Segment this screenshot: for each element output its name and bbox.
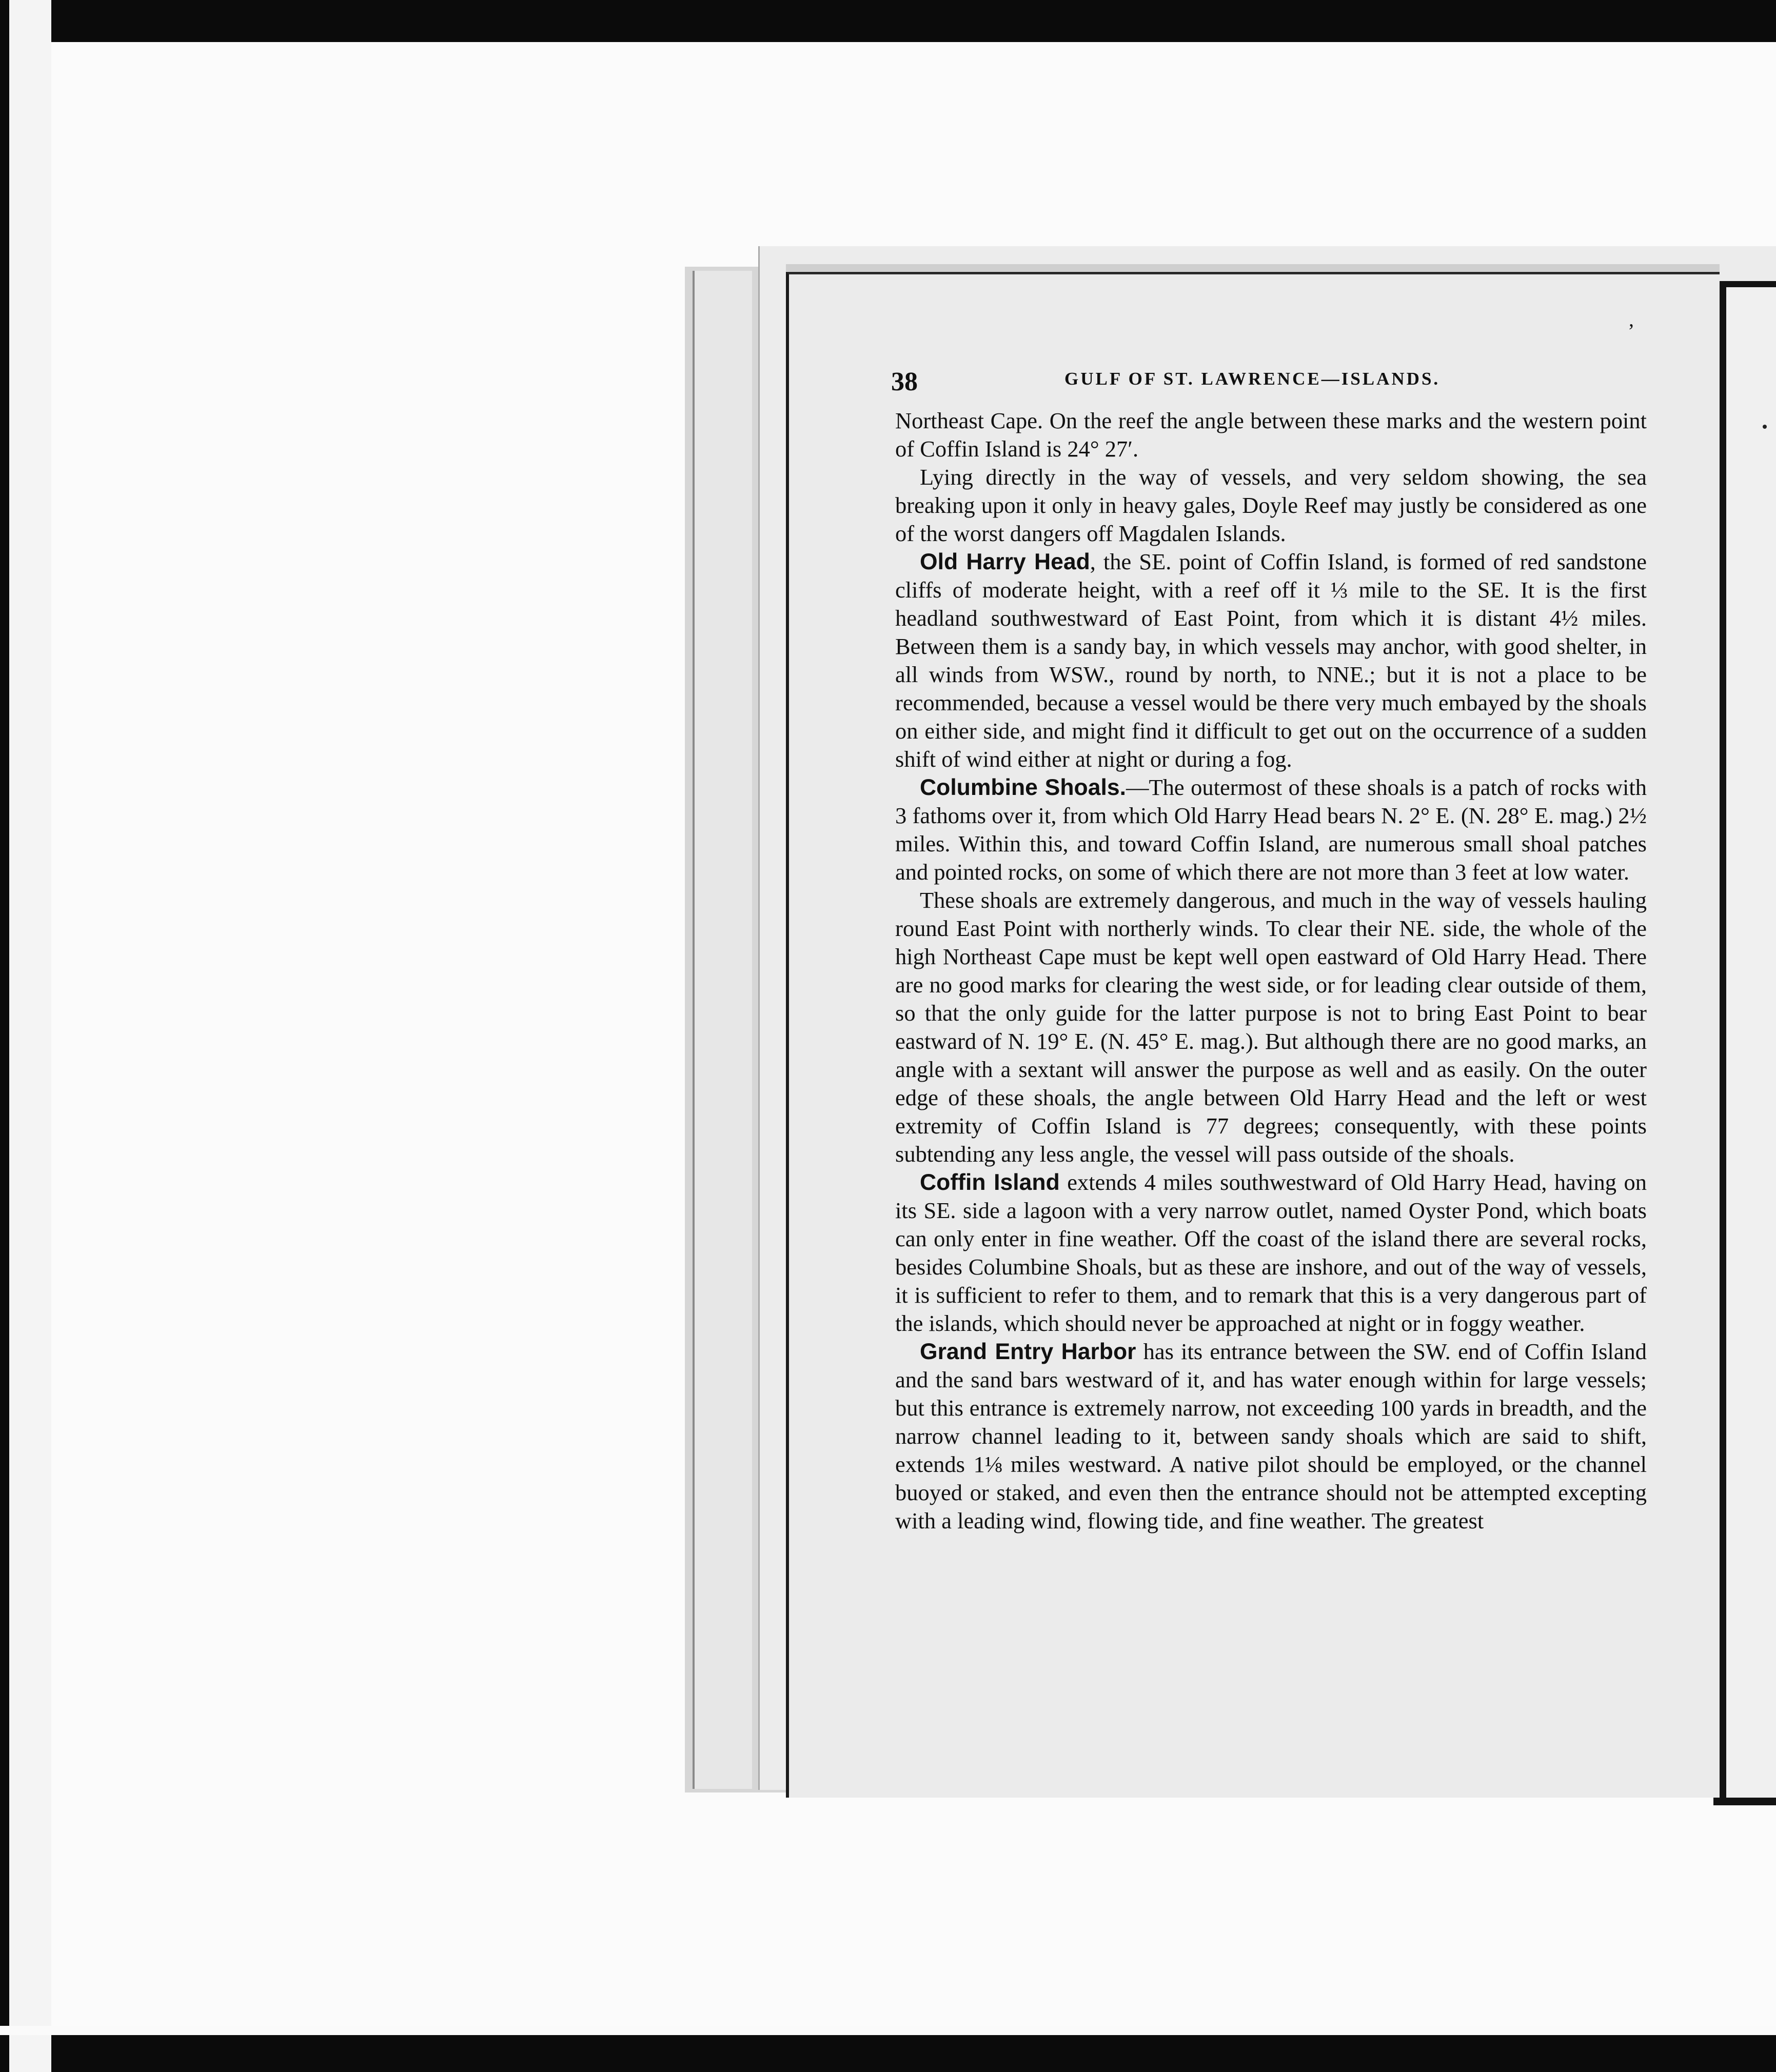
ink-mark: ʼ <box>1628 320 1635 343</box>
paragraph-text: , the SE. point of Coffin Island, is formed of red sandstone cliffs of moderate height, with a reef off it ⅓ mile to the SE. It is the first headland southwestward of East Point, from which it is distant 4½ miles. Between them is a sandy bay, in which vessels may anchor, with good shelter, in all winds from WSW., round by north, to NNE.; but it is not a place to be recommended, because a vessel would be there very much embayed by the shoals on either side, and might find it difficult to get out on the occurrence of a sudden shift of wind either at night or during a fog. <box>895 549 1647 772</box>
book-underlying-page <box>693 271 752 1789</box>
running-head: GULF OF ST. LAWRENCE—ISLANDS. <box>1064 369 1440 389</box>
paragraph-text: has its entrance between the SW. end of Coffin Island and the sand bars westward of it, and has water enough within for large vessels; but this entrance is extremely narrow, not exceeding 100 yards in breadth, and the narrow channel leading to it, between sandy shoals which are said to shift, extends 1⅛ miles westward. A native pilot should be employed, or the channel buoyed or staked, and even then the entrance should not be attempted excepting with a leading wind, flowing tide, and fine weather. The greatest <box>895 1339 1647 1533</box>
section-heading: Coffin Island <box>920 1170 1060 1195</box>
paragraph-text: These shoals are extremely dangerous, and much in the way of vessels hauling round East Point with northerly winds. To clear their NE. side, the whole of the high Northeast Cape must be kept well open eastward of Old Harry Head. There are no good marks for clearing the west side, or for leading clear outside of them, so that the only guide for the latter purpose is not to bring East Point to bear eastward of N. 19° E. (N. 45° E. mag.). But although there are no good marks, an angle with a sextant will answer the purpose as well and as easily. On the outer edge of these shoals, the angle between Old Harry Head and the left or west extremity of Coffin Island is 77 degrees; consequently, with these points subtending any less angle, the vessel will pass outside of the shoals. <box>895 887 1647 1167</box>
section-heading: Old Harry Head <box>920 549 1090 574</box>
paragraph <box>895 463 1647 548</box>
section-heading: Grand Entry Harbor <box>920 1339 1136 1364</box>
paragraph <box>895 886 1647 1168</box>
paragraph-text: extends 4 miles southwestward of Old Harry Head, having on its SE. side a lagoon with a very narrow outlet, named Oyster Pond, which boats can only enter in fine weather. Off the coast of the island there are several rocks, besides Columbine Shoals, but as these are inshore, and out of the way of vessels, it is sufficient to refer to them, and to remark that this is a very dangerous part of the islands, which should never be approached at night or in foggy weather. <box>895 1169 1647 1336</box>
scan-frame-bottom <box>51 2035 1776 2072</box>
page-number: 38 <box>891 367 918 396</box>
scan-frame-bottom-gap <box>0 2026 1776 2035</box>
body-text <box>895 407 1647 1535</box>
paragraph <box>895 548 1647 773</box>
paragraph <box>895 407 1647 463</box>
paragraph <box>895 1338 1647 1535</box>
paragraph-text: Lying directly in the way of vessels, and very seldom showing, the sea breaking upon it only in heavy gales, Doyle Reef may justly be considered as one of the worst dangers off Magdalen Islands. <box>895 464 1647 546</box>
speck <box>1763 425 1767 429</box>
paragraph <box>895 1168 1647 1338</box>
book-next-page <box>1726 287 1776 1798</box>
paragraph-text: —The outermost of these shoals is a patch of rocks with 3 fathoms over it, from which Old Harry Head bears N. 2° E. (N. 28° E. mag.) 2½ miles. Within this, and toward Coffin Island, are numerous small shoal patches and pointed rocks, on some of which there are not more than 3 feet at low water. <box>895 774 1647 885</box>
paragraph-text: Northeast Cape. On the reef the angle between these marks and the western point of Coffin Island is 24° 27′. <box>895 408 1647 462</box>
page-top-edge <box>786 264 1720 271</box>
scan-frame-left <box>0 0 9 2072</box>
section-heading: Columbine Shoals. <box>920 775 1126 800</box>
paragraph <box>895 773 1647 886</box>
scan-frame-top <box>51 0 1776 42</box>
